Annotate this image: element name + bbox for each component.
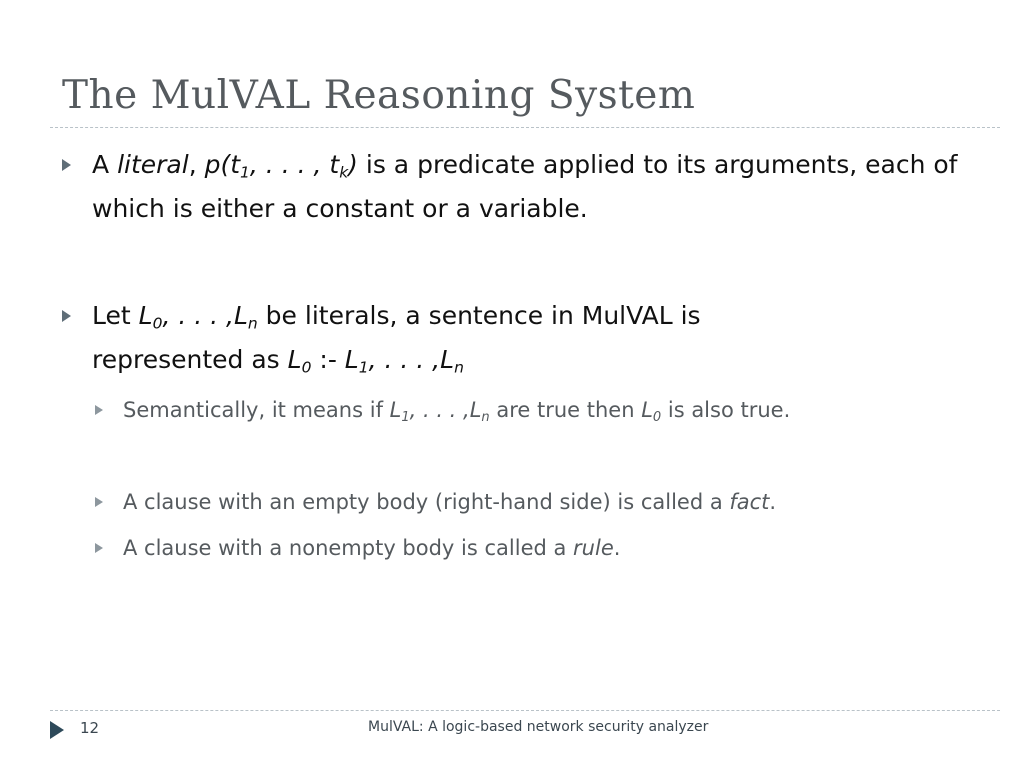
rule-expression <box>287 345 312 377</box>
subscript: 0 <box>301 358 312 377</box>
term-fact: fact <box>729 490 770 514</box>
footer-caption: MulVAL: A logic-based network security analyzer <box>368 719 709 735</box>
text: A clause with a nonempty body is called a <box>123 536 574 560</box>
text: L <box>469 398 482 422</box>
bullet-sentence-definition <box>92 294 812 382</box>
text: :- <box>311 345 345 374</box>
text: Semantically, it means if <box>123 398 390 422</box>
term-rule: rule <box>573 536 614 560</box>
text: L <box>287 345 302 374</box>
bullet-literal-definition <box>92 143 972 231</box>
text: ) <box>348 150 358 179</box>
text: A <box>92 150 118 179</box>
literal-expression <box>389 398 490 425</box>
subscript: n <box>454 358 464 377</box>
text: L <box>641 398 653 422</box>
literal-expression <box>138 301 258 333</box>
footer-arrow-icon <box>50 721 64 739</box>
text: , <box>188 150 205 179</box>
sub-bullet-semantics <box>123 394 983 426</box>
bullet-arrow-icon <box>62 159 71 171</box>
text: L <box>138 301 153 330</box>
text: L <box>440 345 455 374</box>
subscript: 1 <box>240 163 250 182</box>
sub-bullet-arrow-icon <box>95 405 103 415</box>
text: A clause with an empty body (right-hand side) is called a <box>123 490 730 514</box>
sub-bullet-fact <box>123 486 983 518</box>
sub-bullet-arrow-icon <box>95 497 103 507</box>
bullet-arrow-icon <box>62 310 71 322</box>
subscript: 0 <box>652 409 662 425</box>
text: , . . . , <box>368 345 441 374</box>
text: , . . . , <box>409 398 470 422</box>
text: . <box>769 490 777 514</box>
text: Let <box>92 301 139 330</box>
text: are true then <box>489 398 642 422</box>
subscript: 0 <box>152 314 163 333</box>
text: L <box>344 345 359 374</box>
slide-title: The MulVAL Reasoning System <box>62 73 696 118</box>
text: p(t <box>204 150 241 179</box>
text: is a predicate applied to its arguments, each of which is either a constant or a variable. <box>92 150 958 223</box>
term-literal: literal <box>117 150 189 179</box>
text: , . . . , t <box>249 150 340 179</box>
text: . <box>613 536 621 560</box>
text: L <box>233 301 248 330</box>
sub-bullet-arrow-icon <box>95 543 103 553</box>
text: L <box>389 398 402 422</box>
text: is also true. <box>661 398 791 422</box>
slide-number: 12 <box>80 719 100 737</box>
subscript: n <box>481 409 490 425</box>
literal-expression <box>641 398 662 425</box>
sub-bullet-rule <box>123 532 983 564</box>
title-divider <box>50 127 1000 128</box>
rule-body-expression <box>344 345 464 377</box>
footer-divider <box>50 710 1000 711</box>
predicate-expression <box>204 150 358 182</box>
subscript: 1 <box>358 358 369 377</box>
text: be literals, a sentence in MulVAL is represented as <box>92 301 701 374</box>
subscript: 1 <box>401 409 410 425</box>
subscript: n <box>247 314 258 333</box>
text: , . . . , <box>162 301 234 330</box>
subscript: k <box>339 163 349 182</box>
